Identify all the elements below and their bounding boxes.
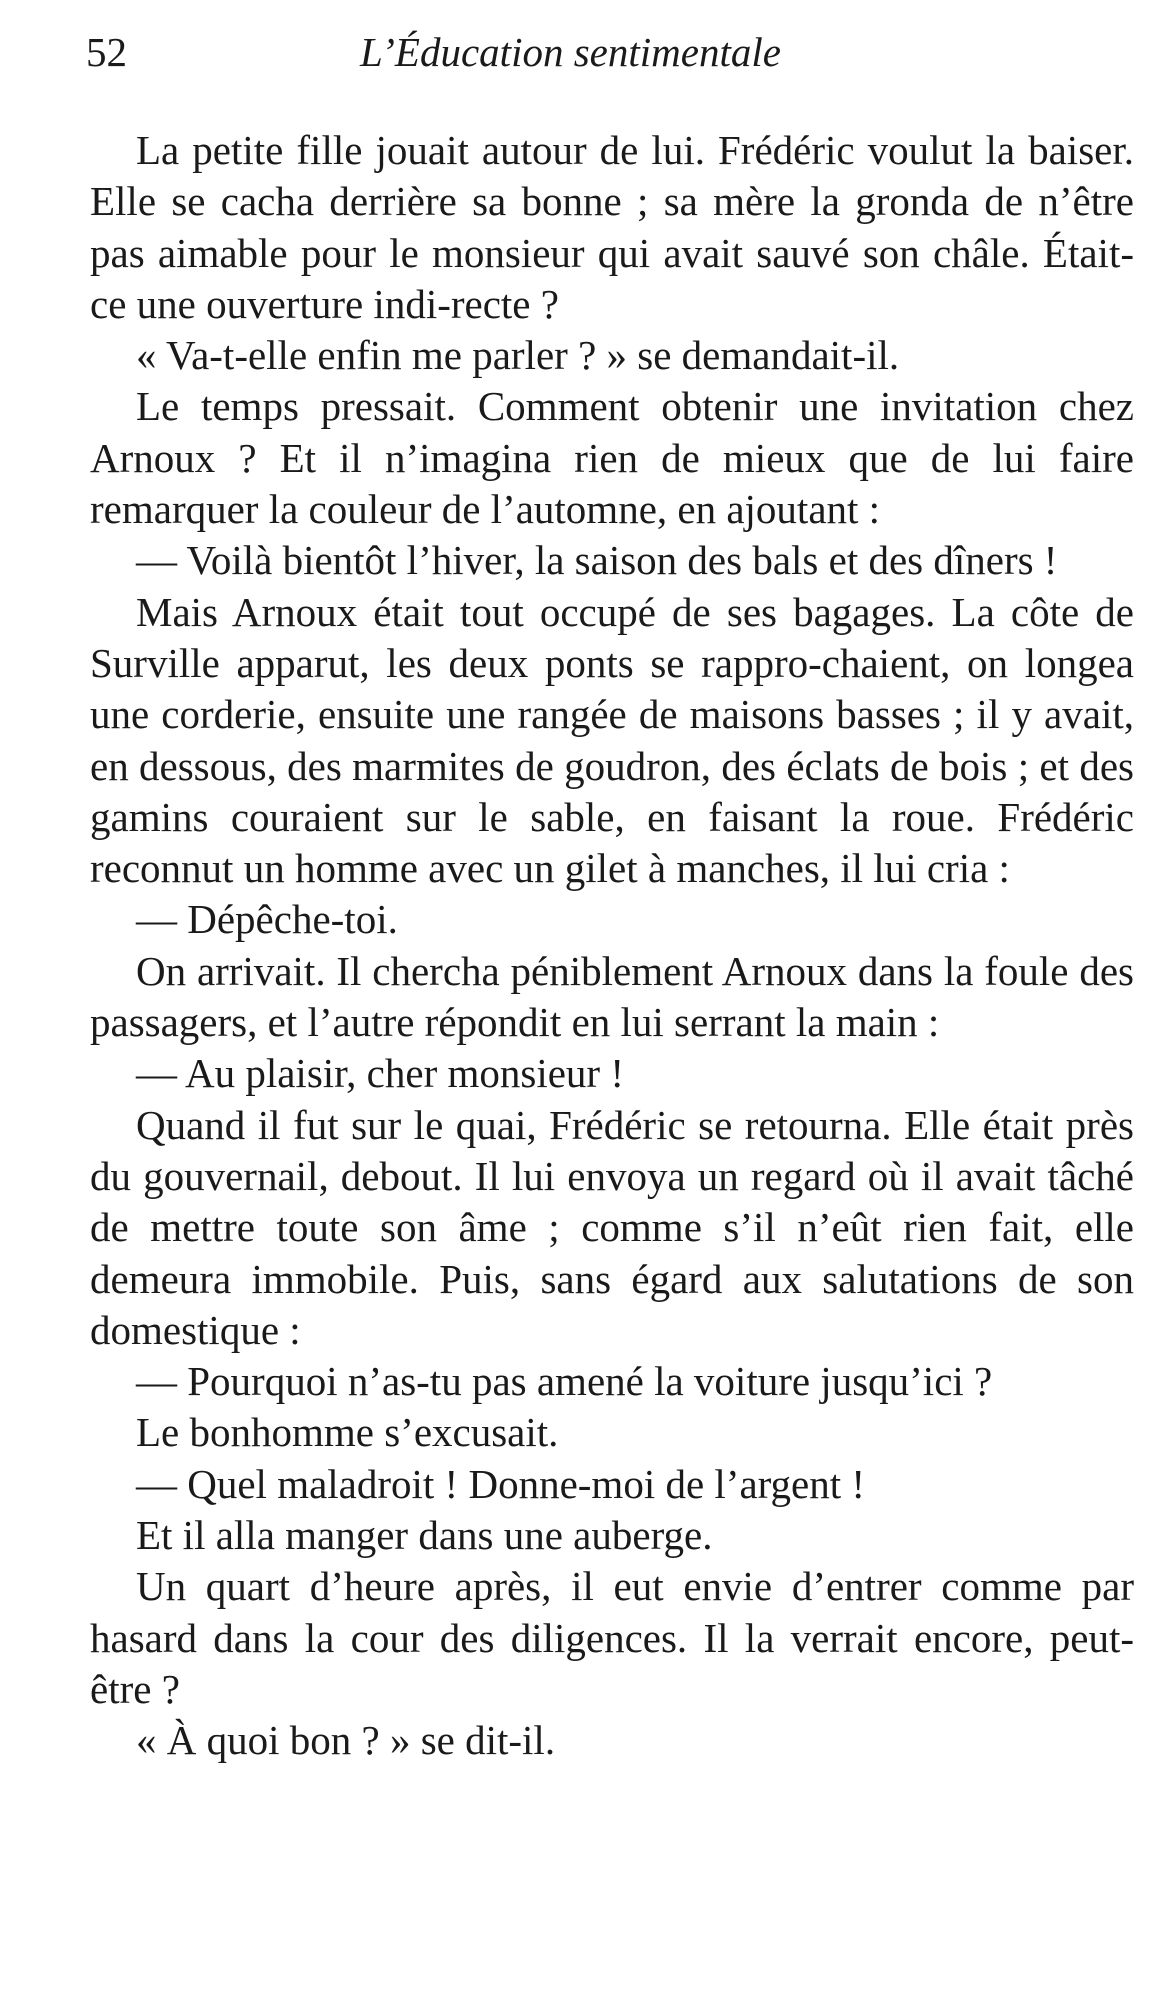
paragraph: Un quart d’heure après, il eut envie d’entrer comme par hasard dans la cour des diligences. Il la verrait encore, peut-être ? (90, 1563, 1134, 1712)
paragraph: Quand il fut sur le quai, Frédéric se retourna. Elle était près du gouvernail, debout. Il lui envoya un regard où il avait tâché de mettre toute son âme ; comme s’il n’eût rien fait, elle demeura immobile. Puis, sans égard aux salutations de son domestique : (90, 1101, 1134, 1353)
paragraph: Le bonhomme s’excusait. (136, 1409, 559, 1456)
paragraph: Mais Arnoux était tout occupé de ses bagages. La côte de Surville apparut, les deux ponts se rappro-chaient, on longea une corderie, ensuite une rangée de maisons basses ; il y avait, en dessous, des marmites de goudron, des éclats de bois ; et des gamins couraient sur le sable, en faisant la roue. Frédéric reconnut un homme avec un gilet à manches, il lui cria : (90, 588, 1134, 892)
paragraph: — Dépêche-toi. (136, 896, 398, 943)
running-title: L’Éducation sentimentale (360, 29, 781, 75)
paragraph: On arrivait. Il chercha péniblement Arnoux dans la foule des passagers, et l’autre répondit en lui serrant la main : (90, 947, 1134, 1046)
page-number: 52 (86, 29, 127, 75)
paragraph: — Quel maladroit ! Donne-moi de l’argent ! (136, 1460, 866, 1507)
paragraph: — Au plaisir, cher monsieur ! (136, 1050, 624, 1097)
page-header (86, 22, 1136, 82)
paragraph: « Va-t-elle enfin me parler ? » se demandait-il. (136, 332, 900, 379)
paragraph: — Voilà bientôt l’hiver, la saison des bals et des dîners ! (136, 537, 1058, 584)
paragraph: Le temps pressait. Comment obtenir une invitation chez Arnoux ? Et il n’imagina rien de mieux que de lui faire remarquer la couleur de l’automne, en ajoutant : (90, 383, 1134, 533)
paragraph: « À quoi bon ? » se dit-il. (136, 1717, 556, 1764)
paragraph: La petite fille jouait autour de lui. Frédéric voulut la baiser. Elle se cacha derrière sa bonne ; sa mère la gronda de n’être pas aimable pour le monsieur qui avait sauvé son châle. Était-ce une ouverture indi-recte ? (90, 127, 1134, 327)
paragraph: Et il alla manger dans une auberge. (136, 1512, 713, 1559)
body-text (90, 125, 1134, 1767)
paragraph: — Pourquoi n’as-tu pas amené la voiture jusqu’ici ? (136, 1358, 993, 1405)
